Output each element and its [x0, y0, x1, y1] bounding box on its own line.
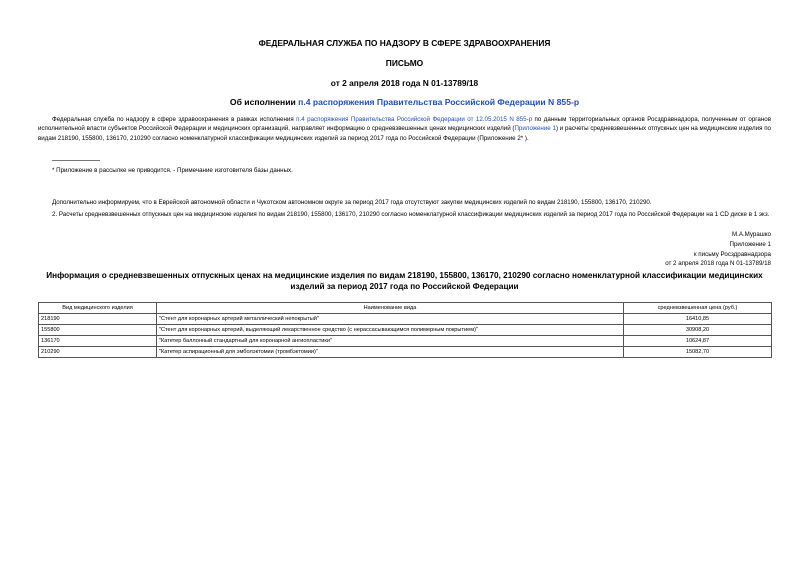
attachment-label: Приложение 1 — [729, 241, 771, 248]
intro-text-3: ) и расчеты средневзвешенных отпускных цен на медицинские изделия по видам 218190, 155800, 136170, 210290 согласно номенклатурной классификации медицинских изделий за период 2017 года по Российской Федерации (Приложение 2* ). — [38, 125, 771, 142]
cell-name: "Стент для коронарных артерий металлический непокрытый" — [157, 314, 624, 325]
prices-table — [38, 302, 772, 358]
table-row — [39, 325, 772, 336]
cell-name: "Катетер аспирационный для эмболэктомии (тромбэктомии)" — [157, 347, 624, 358]
header-avg-price: средневзвешенная цена (руб.) — [624, 303, 772, 314]
footnote-separator — [52, 160, 100, 161]
cell-name: "Катетер баллонный стандартный для коронарной ангиопластики" — [157, 336, 624, 347]
cell-price: 30908,20 — [624, 325, 772, 336]
cell-code: 136170 — [39, 336, 157, 347]
cell-code: 155800 — [39, 325, 157, 336]
footnote: * Приложение в рассылке не приводится. - Примечание изготовителя базы данных. — [52, 167, 293, 174]
header-type-code: Вид медицинского изделия — [39, 303, 157, 314]
table-title: Информация о средневзвешенных отпускных ценах на медицинские изделия по видам 218190, 155800, 136170, 210290 согласно номенклатурной классификации медицинских изделий за период 2017 года по Российской Федерации — [46, 271, 763, 291]
cell-price: 16410,85 — [624, 314, 772, 325]
table-row — [39, 314, 772, 325]
item-2-paragraph: 2. Расчеты средневзвешенных отпускных цен на медицинские изделия по видам 218190, 155800, 136170, 210290 согласно номенклатурной классификации медицинских изделий за период 2017 года по Российской Федерации на 1 CD диске в 1 экз. — [52, 211, 770, 218]
attachment-to-letter: к письму Росздравнадзора — [693, 251, 771, 258]
intro-text-2: по данным территориальных органов Росздравнадзора, полученным от органов исполнительной власти субъектов Российской Федерации и медицинских организаций, направляет информацию о средневзвешенных ценах медицинских изделий ( — [38, 116, 772, 133]
cell-name: "Стент для коронарных артерий, выделяющий лекарственное средство (с нерассасывающимся полимерным покрытием)" — [157, 325, 624, 336]
table-row — [39, 347, 772, 358]
doc-date: от 2 апреля 2018 года N 01-13789/18 — [330, 78, 479, 88]
doc-subject — [38, 97, 771, 107]
signatory-name: М.А.Мурашко — [731, 231, 771, 238]
intro-paragraph — [38, 115, 771, 143]
table-row — [39, 336, 772, 347]
intro-text-1: Федеральная служба по надзору в сфере здравоохранения в рамках исполнения — [52, 116, 297, 123]
attachment-letter-ref: от 2 апреля 2018 года N 01-13789/18 — [665, 260, 771, 267]
cell-code: 210290 — [39, 347, 157, 358]
cell-price: 15082,70 — [624, 347, 772, 358]
cell-code: 218190 — [39, 314, 157, 325]
cell-price: 10624,87 — [624, 336, 772, 347]
subject-prefix: Об исполнении — [229, 97, 299, 107]
subject-link[interactable]: п.4 распоряжения Правительства Российской Федерации N 855-р — [298, 97, 580, 107]
table-header-row — [39, 303, 772, 314]
doc-type: ПИСЬМО — [385, 58, 424, 68]
header-type-name: Наименование вида — [157, 303, 624, 314]
decree-link[interactable]: п.4 распоряжения Правительства Российской Федерации от 12.05.2015 N 855-р — [296, 116, 533, 123]
agency-title: ФЕДЕРАЛЬНАЯ СЛУЖБА ПО НАДЗОРУ В СФЕРЕ ЗДРАВООХРАНЕНИЯ — [258, 38, 551, 48]
additional-info-paragraph: Дополнительно информируем, что в Еврейской автономной области и Чукотском автономном округе за период 2017 года отсутствуют закупки медицинских изделий по видам 218190, 155800, 136170, 210290. — [52, 199, 652, 206]
attachment-1-link[interactable]: Приложение 1 — [514, 125, 556, 133]
